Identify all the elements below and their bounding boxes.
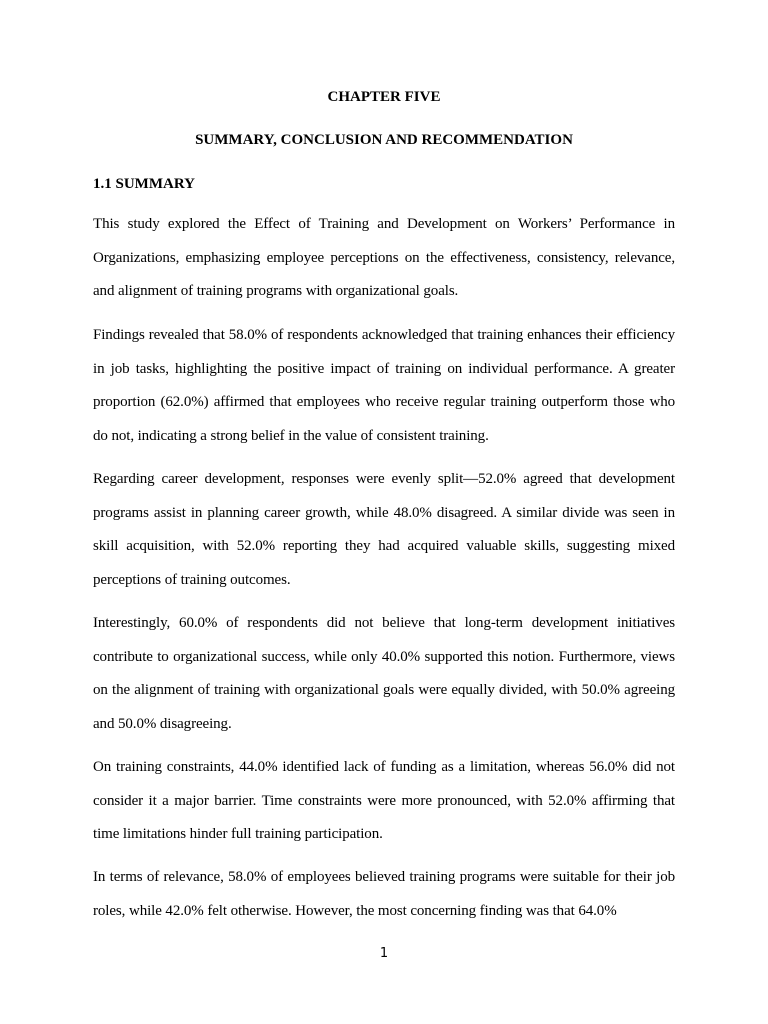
chapter-title: CHAPTER FIVE [327, 89, 441, 105]
paragraph-intro: This study explored the Effect of Training and Development on Workers’ Performance in Organizations, emphasizing employee perceptions on the effectiveness, consistency, relevance, and alignment of training programs with organizational goals. [93, 216, 675, 300]
paragraph-relevance: In terms of relevance, 58.0% of employees believed training programs were suitable for their job roles, while 42.0% felt otherwise. However, the most concerning finding was that 64.0% [93, 869, 675, 919]
paragraph-training-constraints: On training constraints, 44.0% identified lack of funding as a limitation, whereas 56.0% did not consider it a major barrier. Time constraints were more pronounced, with 52.0% affirming that time limitations hinder full training participation. [93, 759, 675, 843]
paragraph-findings: Findings revealed that 58.0% of respondents acknowledged that training enhances their efficiency in job tasks, highlighting the positive impact of training on individual performance. A greater proportion (62.0%) affirmed that employees who receive regular training outperform those who do not, indicating a strong belief in the value of consistent training. [93, 327, 675, 444]
paragraph-long-term-initiatives: Interestingly, 60.0% of respondents did not believe that long-term development initiatives contribute to organizational success, while only 40.0% supported this notion. Furthermore, views on the alignment of training with organizational goals were equally divided, with 50.0% agreeing and 50.0% disagreeing. [93, 615, 675, 732]
paragraph-career-development: Regarding career development, responses were evenly split—52.0% agreed that development programs assist in planning career growth, while 48.0% disagreed. A similar divide was seen in skill acquisition, with 52.0% reporting they had acquired valuable skills, suggesting mixed perceptions of training outcomes. [93, 471, 675, 588]
page-number: 1 [379, 946, 389, 961]
chapter-subtitle: SUMMARY, CONCLUSION AND RECOMMENDATION [195, 132, 573, 148]
section-heading: 1.1 SUMMARY [93, 176, 195, 192]
